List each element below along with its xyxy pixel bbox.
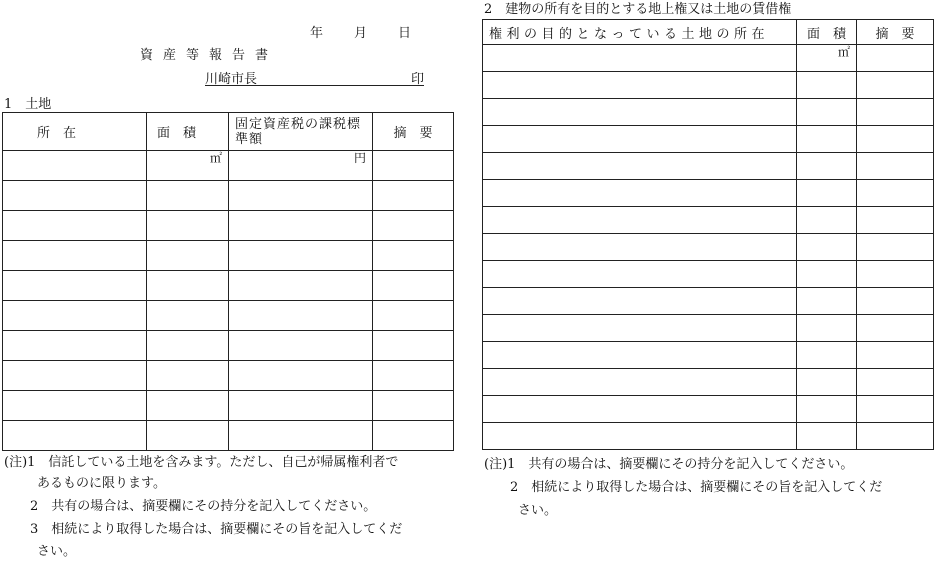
table-cell[interactable] bbox=[229, 241, 373, 271]
table-cell[interactable] bbox=[483, 72, 797, 99]
table-cell[interactable] bbox=[373, 361, 454, 391]
land-note-3-cont: さい。 bbox=[37, 544, 77, 559]
table-cell[interactable] bbox=[147, 241, 229, 271]
table-cell[interactable] bbox=[147, 301, 229, 331]
table-row bbox=[483, 99, 934, 126]
table-cell[interactable] bbox=[229, 211, 373, 241]
land-note-2: 2 共有の場合は、摘要欄にその持分を記入してください。 bbox=[30, 499, 377, 514]
table-cell[interactable] bbox=[3, 151, 147, 181]
table-cell[interactable] bbox=[797, 72, 857, 99]
table-cell[interactable] bbox=[147, 211, 229, 241]
table-cell[interactable] bbox=[373, 421, 454, 451]
table-row bbox=[483, 342, 934, 369]
table-cell[interactable] bbox=[797, 207, 857, 234]
table-cell[interactable] bbox=[857, 234, 934, 261]
table-cell[interactable] bbox=[229, 331, 373, 361]
table-row bbox=[3, 271, 454, 301]
date-year-label: 年 bbox=[310, 26, 324, 41]
table-row bbox=[483, 315, 934, 342]
table-cell[interactable] bbox=[483, 45, 797, 72]
lease-section-title: 2 建物の所有を目的とする地上権又は土地の賃借権 bbox=[484, 2, 792, 17]
table-cell[interactable] bbox=[797, 342, 857, 369]
table-cell[interactable] bbox=[797, 234, 857, 261]
lease-col-area: 面 積 bbox=[797, 20, 857, 45]
land-col-tax-base: 固定資産税の課税標準額 bbox=[229, 113, 373, 151]
table-cell[interactable] bbox=[147, 421, 229, 451]
table-row bbox=[483, 234, 934, 261]
table-cell[interactable] bbox=[797, 99, 857, 126]
area-unit[interactable]: ㎡ bbox=[797, 45, 857, 72]
land-header-row bbox=[3, 113, 454, 151]
date-day-label: 日 bbox=[398, 26, 412, 41]
table-cell[interactable] bbox=[373, 211, 454, 241]
land-note-3: 3 相続により取得した場合は、摘要欄にその旨を記入してくだ bbox=[30, 522, 403, 537]
table-row bbox=[483, 153, 934, 180]
table-cell[interactable] bbox=[857, 288, 934, 315]
table-cell[interactable] bbox=[857, 261, 934, 288]
table-cell[interactable] bbox=[147, 391, 229, 421]
lease-col-remarks: 摘 要 bbox=[857, 20, 934, 45]
table-row bbox=[3, 421, 454, 451]
table-cell[interactable] bbox=[373, 241, 454, 271]
lease-note-1: (注)1 共有の場合は、摘要欄にその持分を記入してください。 bbox=[484, 457, 854, 472]
table-cell[interactable] bbox=[857, 342, 934, 369]
table-cell[interactable] bbox=[229, 361, 373, 391]
land-col-area: 面 積 bbox=[147, 113, 229, 151]
table-row bbox=[483, 207, 934, 234]
table-cell[interactable] bbox=[797, 180, 857, 207]
addressee-line bbox=[205, 68, 424, 86]
table-cell[interactable] bbox=[797, 396, 857, 423]
table-cell[interactable] bbox=[229, 301, 373, 331]
land-note-1: (注)1 信託している土地を含みます。ただし、自己が帰属権利者で bbox=[4, 455, 399, 470]
table-cell[interactable] bbox=[483, 342, 797, 369]
table-cell[interactable] bbox=[147, 271, 229, 301]
table-cell[interactable] bbox=[797, 288, 857, 315]
table-cell[interactable] bbox=[3, 211, 147, 241]
table-row bbox=[3, 391, 454, 421]
table-cell[interactable] bbox=[857, 207, 934, 234]
table-cell[interactable] bbox=[3, 421, 147, 451]
date-month-label: 月 bbox=[354, 26, 368, 41]
table-cell[interactable] bbox=[229, 391, 373, 421]
lease-note-2: 2 相続により取得した場合は、摘要欄にその旨を記入してくだ bbox=[510, 480, 883, 495]
table-row bbox=[483, 72, 934, 99]
lease-header-row bbox=[483, 20, 934, 45]
table-cell[interactable] bbox=[857, 153, 934, 180]
table-cell[interactable] bbox=[857, 423, 934, 450]
table-cell[interactable] bbox=[483, 261, 797, 288]
table-cell[interactable] bbox=[373, 301, 454, 331]
table-cell[interactable] bbox=[857, 180, 934, 207]
table-cell[interactable] bbox=[373, 151, 454, 181]
land-col-location: 所 在 bbox=[3, 113, 147, 151]
document-title: 資産等報告書 bbox=[140, 48, 279, 63]
table-cell[interactable] bbox=[483, 153, 797, 180]
table-row bbox=[3, 331, 454, 361]
table-cell[interactable] bbox=[483, 288, 797, 315]
table-cell[interactable] bbox=[483, 396, 797, 423]
table-row bbox=[483, 45, 934, 72]
seal-mark: 印 bbox=[410, 72, 424, 87]
table-row bbox=[483, 396, 934, 423]
table-cell[interactable] bbox=[797, 315, 857, 342]
table-cell[interactable] bbox=[857, 396, 934, 423]
table-cell[interactable] bbox=[3, 391, 147, 421]
table-cell[interactable] bbox=[147, 331, 229, 361]
table-cell[interactable] bbox=[373, 271, 454, 301]
table-row bbox=[3, 211, 454, 241]
table-row bbox=[483, 288, 934, 315]
table-cell[interactable] bbox=[797, 423, 857, 450]
table-cell[interactable] bbox=[229, 421, 373, 451]
table-cell[interactable] bbox=[373, 331, 454, 361]
land-table bbox=[2, 112, 454, 451]
table-row bbox=[483, 423, 934, 450]
land-section-title: 1 土地 bbox=[4, 97, 52, 112]
table-cell[interactable] bbox=[3, 271, 147, 301]
table-cell[interactable] bbox=[373, 181, 454, 211]
table-cell[interactable] bbox=[857, 99, 934, 126]
table-cell[interactable] bbox=[483, 423, 797, 450]
table-cell[interactable] bbox=[373, 391, 454, 421]
table-cell[interactable] bbox=[3, 361, 147, 391]
table-cell[interactable] bbox=[147, 181, 229, 211]
addressee: 川崎市長 bbox=[205, 72, 258, 87]
area-unit[interactable]: ㎡ bbox=[147, 151, 229, 181]
table-cell[interactable] bbox=[229, 271, 373, 301]
table-cell[interactable] bbox=[857, 126, 934, 153]
table-cell[interactable] bbox=[797, 369, 857, 396]
table-cell[interactable] bbox=[857, 369, 934, 396]
table-row bbox=[3, 241, 454, 271]
table-cell[interactable] bbox=[483, 315, 797, 342]
table-row bbox=[483, 180, 934, 207]
table-cell[interactable] bbox=[483, 234, 797, 261]
table-row bbox=[483, 369, 934, 396]
table-cell[interactable] bbox=[483, 99, 797, 126]
table-row bbox=[483, 126, 934, 153]
table-cell[interactable] bbox=[797, 126, 857, 153]
table-cell[interactable] bbox=[483, 180, 797, 207]
table-cell[interactable] bbox=[229, 181, 373, 211]
lease-note-2-cont: さい。 bbox=[518, 503, 558, 518]
table-row bbox=[3, 181, 454, 211]
table-cell[interactable] bbox=[3, 301, 147, 331]
table-cell[interactable] bbox=[797, 261, 857, 288]
table-row bbox=[3, 361, 454, 391]
yen-unit[interactable]: 円 bbox=[229, 151, 373, 181]
table-cell[interactable] bbox=[483, 207, 797, 234]
table-cell[interactable] bbox=[3, 241, 147, 271]
table-cell[interactable] bbox=[483, 126, 797, 153]
table-cell[interactable] bbox=[147, 361, 229, 391]
table-cell[interactable] bbox=[857, 72, 934, 99]
table-cell[interactable] bbox=[3, 181, 147, 211]
table-cell[interactable] bbox=[797, 153, 857, 180]
land-col-remarks: 摘 要 bbox=[373, 113, 454, 151]
table-cell[interactable] bbox=[3, 331, 147, 361]
table-row bbox=[3, 301, 454, 331]
table-row bbox=[3, 151, 454, 181]
table-cell[interactable] bbox=[857, 45, 934, 72]
land-note-1-cont: あるものに限ります。 bbox=[37, 476, 166, 491]
table-row bbox=[483, 261, 934, 288]
table-cell[interactable] bbox=[483, 369, 797, 396]
table-cell[interactable] bbox=[857, 315, 934, 342]
lease-col-location: 権利の目的となっている土地の所在 bbox=[483, 20, 797, 45]
lease-table bbox=[482, 19, 934, 450]
